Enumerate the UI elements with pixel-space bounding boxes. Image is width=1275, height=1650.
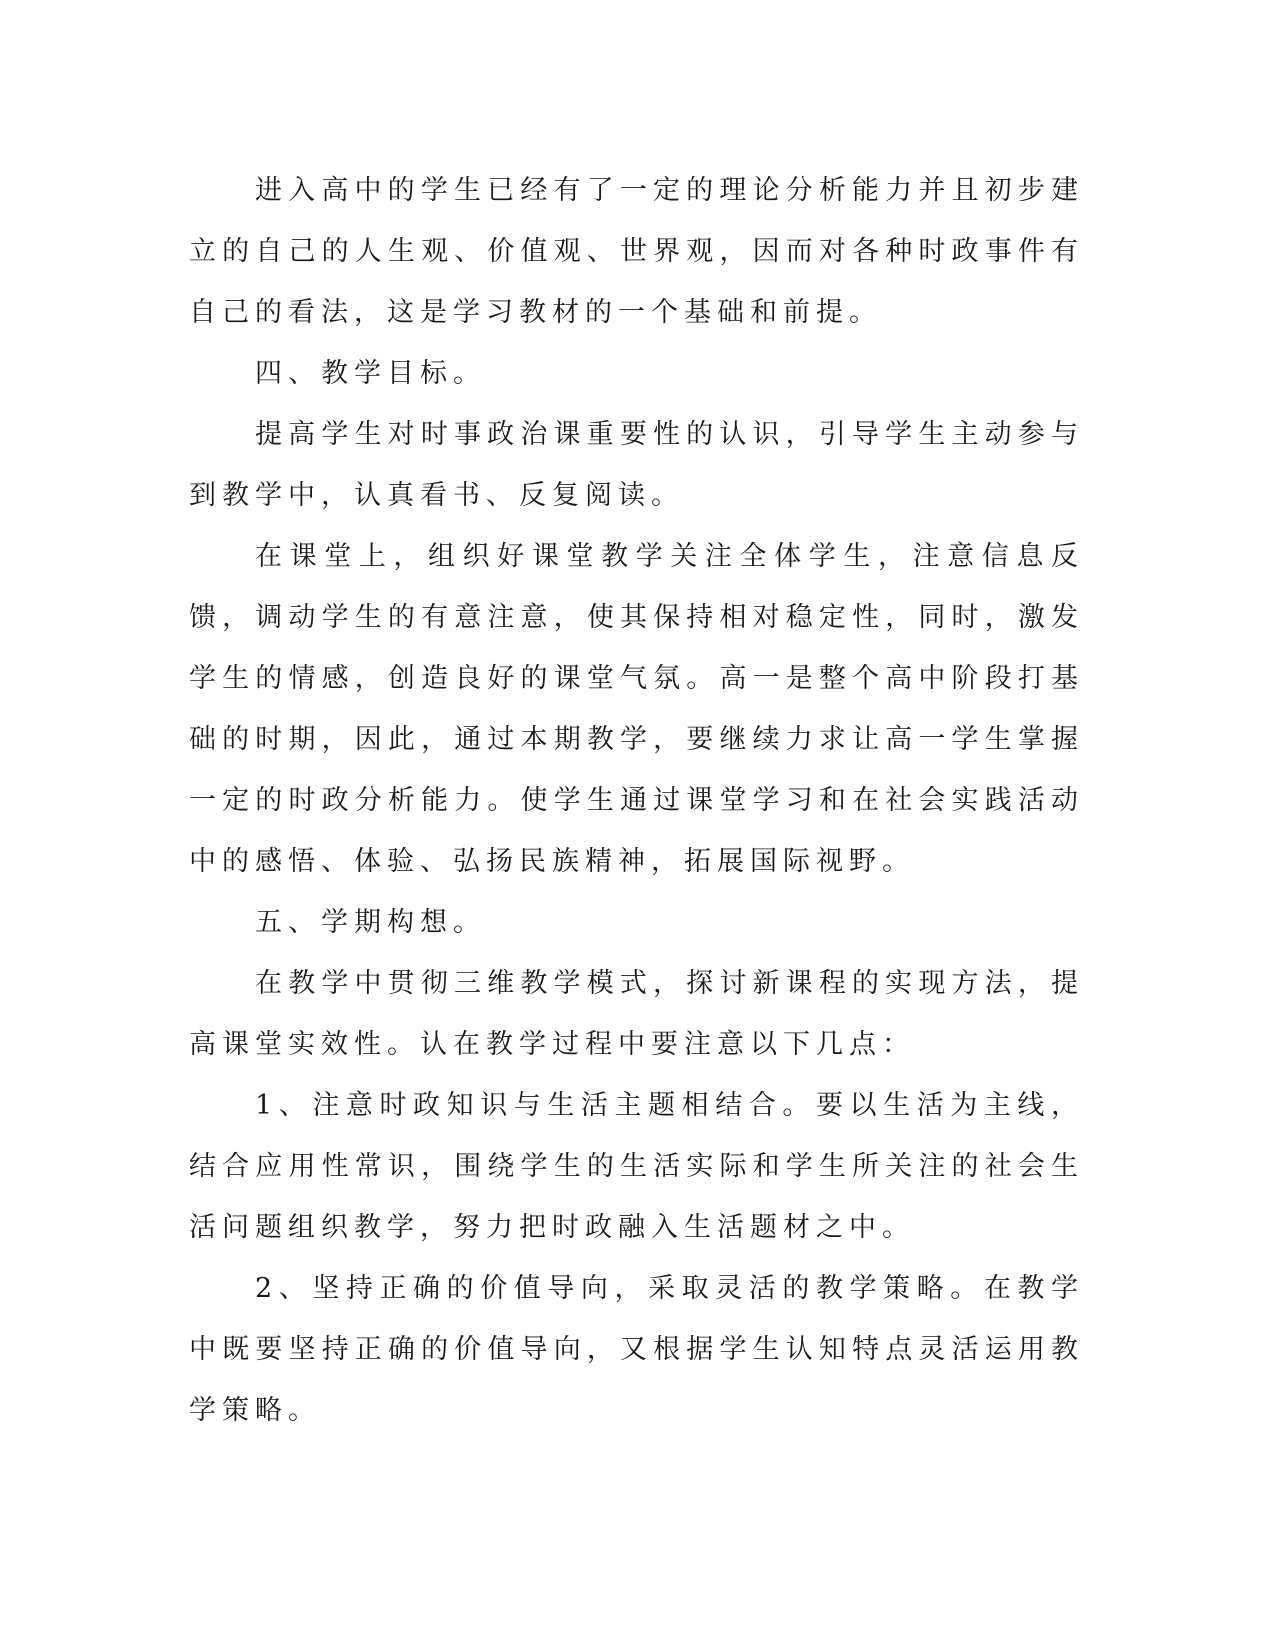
- paragraph-plan: 在教学中贯彻三维教学模式，探讨新课程的实现方法，提高课堂实效性。认在教学过程中要注意以下几点：: [189, 968, 1084, 1060]
- paragraph-intro: 进入高中的学生已经有了一定的理论分析能力并且初步建立的自己的人生观、价值观、世界观，因而对各种时政事件有自己的看法，这是学习教材的一个基础和前提。: [189, 175, 1084, 328]
- paragraph-goals: 提高学生对时事政治课重要性的认识，引导学生主动参与到教学中，认真看书、反复阅读。: [189, 419, 1084, 511]
- list-item-2: 2、坚持正确的价值导向，采取灵活的教学策略。在教学中既要坚持正确的价值导向，又根据学生认知特点灵活运用教学策略。: [189, 1273, 1084, 1426]
- section-heading-teaching-goals: 四、教学目标。: [255, 358, 486, 389]
- section-heading-semester-plan: 五、学期构想。: [255, 907, 486, 938]
- document-body: [189, 160, 1084, 1441]
- list-item-1: 1、注意时政知识与生活主题相结合。要以生活为主线，结合应用性常识，围绕学生的生活实际和学生所关注的社会生活问题组织教学，努力把时政融入生活题材之中。: [189, 1090, 1084, 1243]
- paragraph-classroom: 在课堂上，组织好课堂教学关注全体学生，注意信息反馈，调动学生的有意注意，使其保持相对稳定性，同时，激发学生的情感，创造良好的课堂气氛。高一是整个高中阶段打基础的时期，因此，通过本期教学，要继续力求让高一学生掌握一定的时政分析能力。使学生通过课堂学习和在社会实践活动中的感悟、体验、弘扬民族精神，拓展国际视野。: [189, 541, 1084, 877]
